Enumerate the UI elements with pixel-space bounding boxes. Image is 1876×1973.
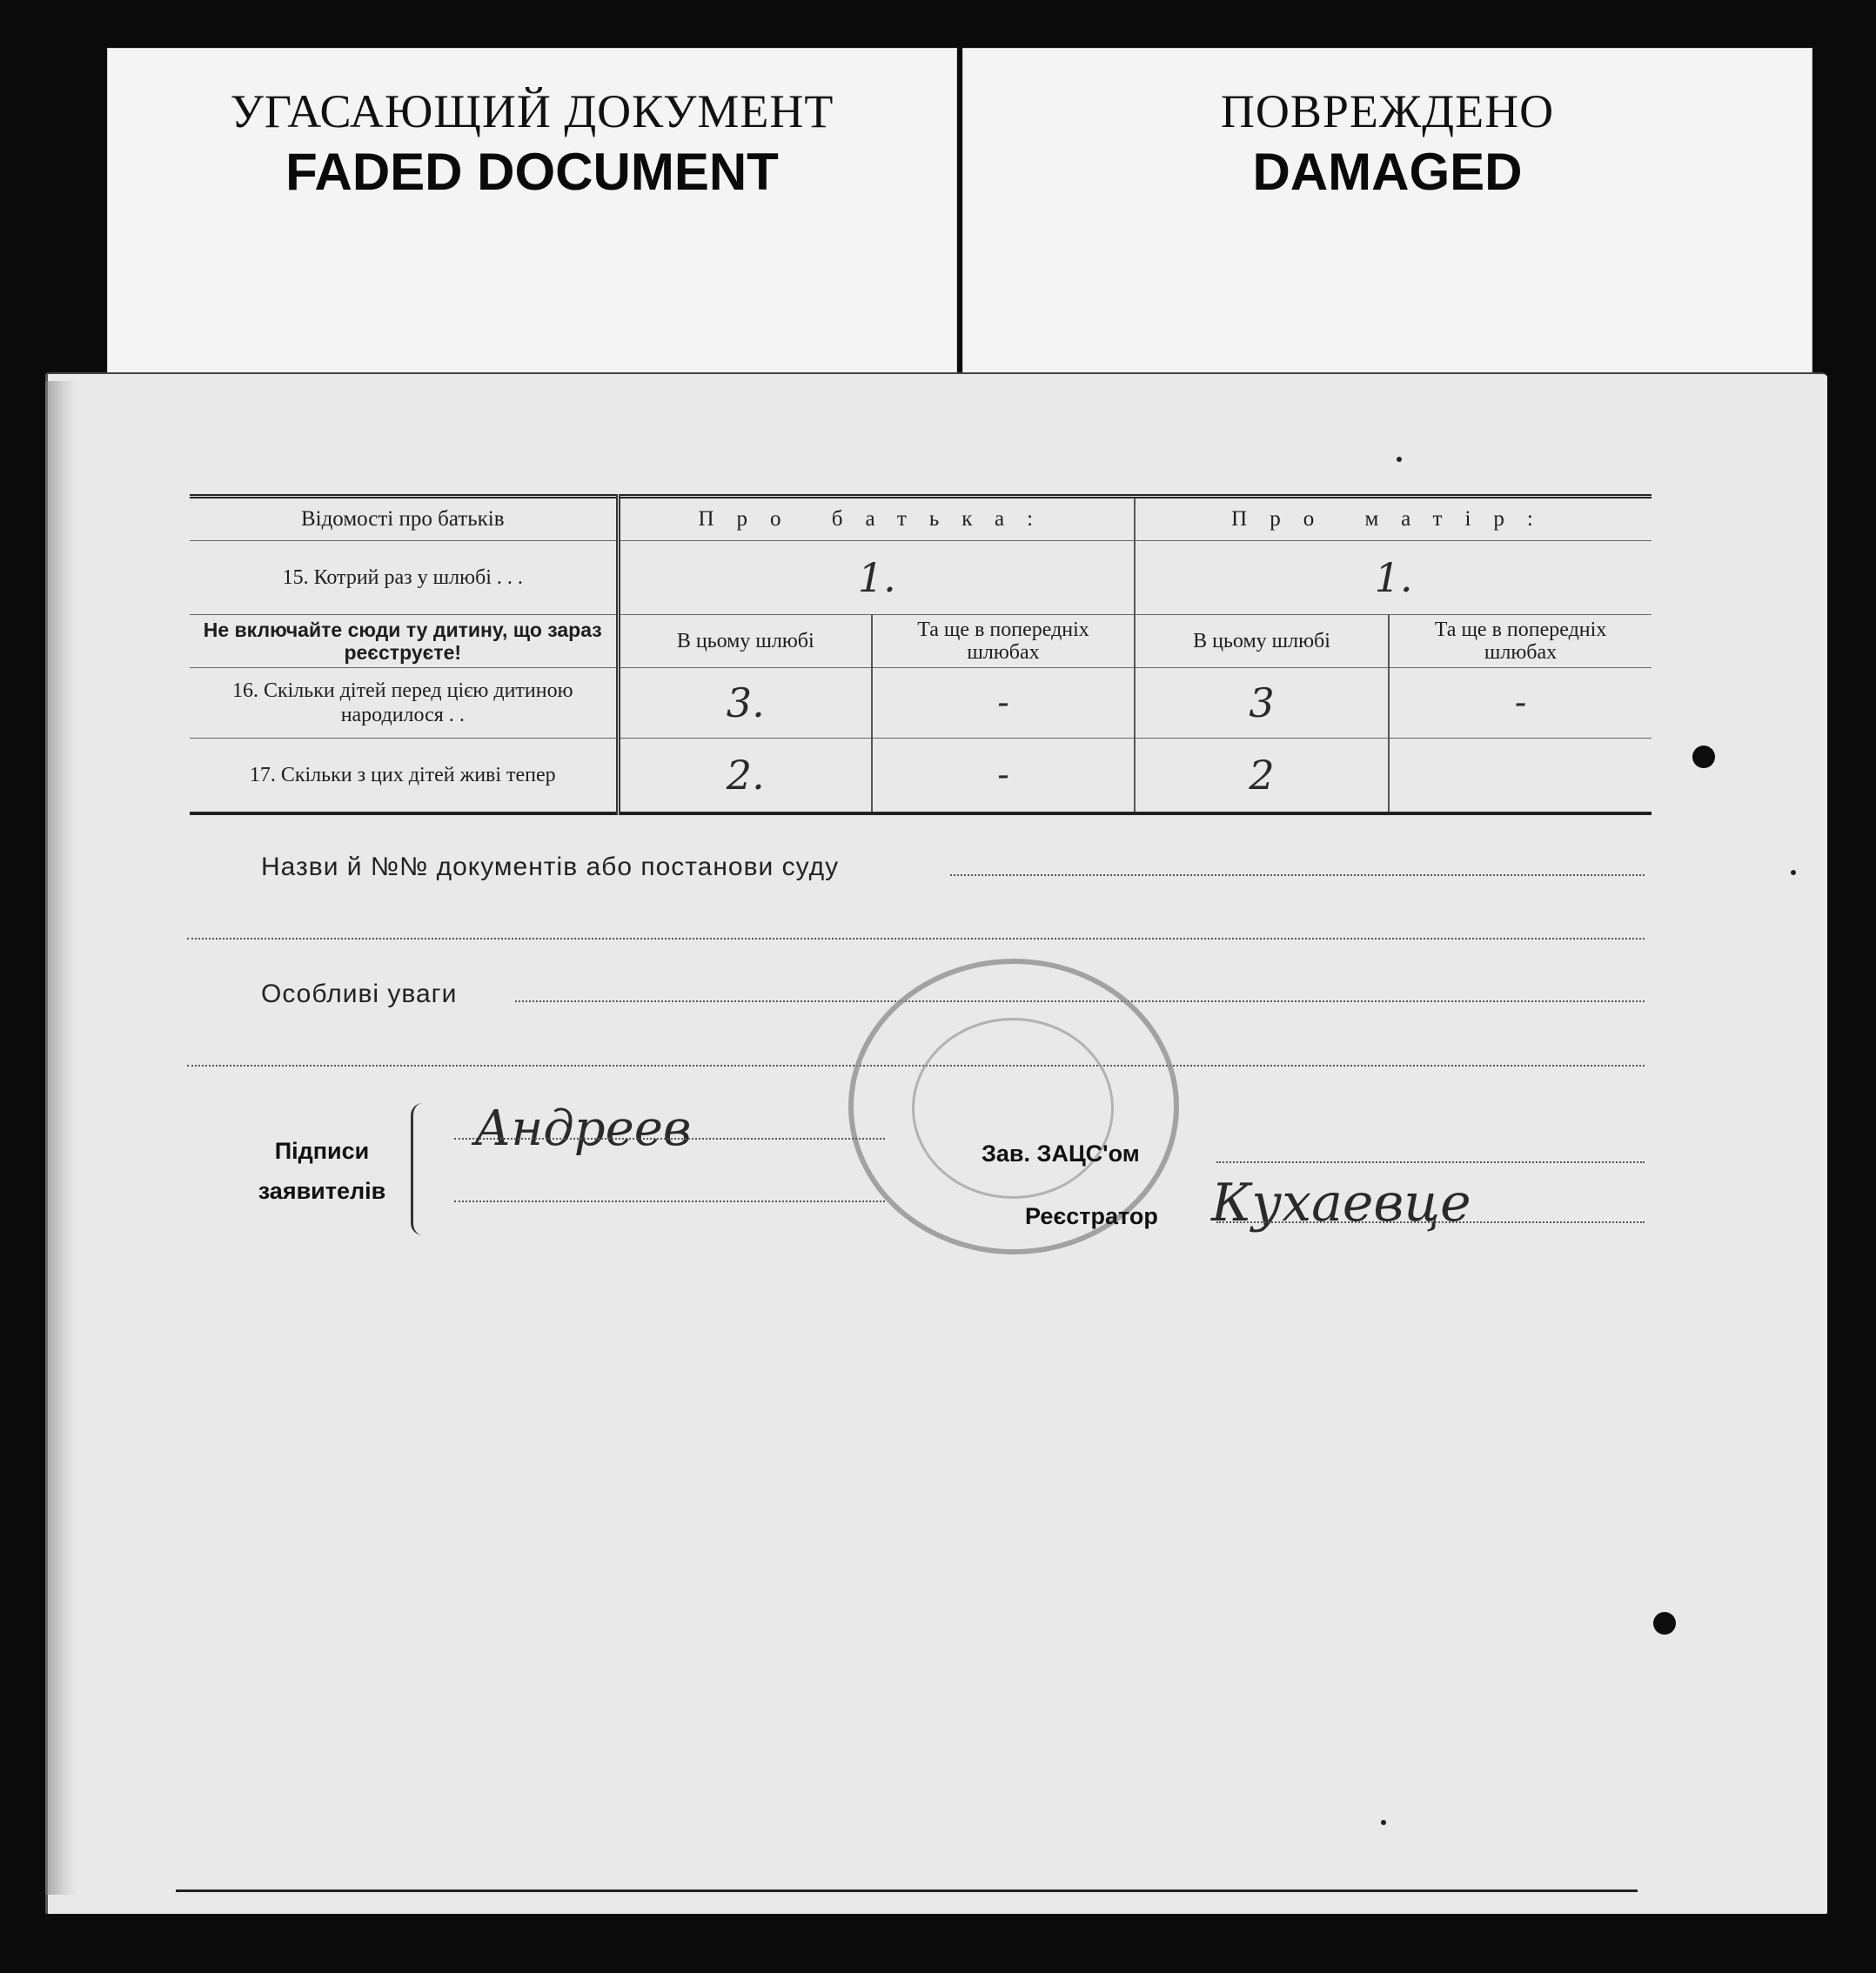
note-exclude-child: Не включайте сюди ту дитину, що зараз реєструєте! (190, 615, 618, 668)
documents-line-1 (950, 874, 1645, 876)
sheet-worn-edge (45, 381, 77, 1895)
applicant-signatures-label (235, 1131, 409, 1211)
damaged-document-label (962, 48, 1812, 380)
row16-father-this: 3. (618, 668, 872, 739)
row15-mother-value: 1. (1135, 541, 1652, 615)
signatures-label-line2: заявителів (258, 1178, 386, 1204)
ink-dot (1791, 870, 1796, 875)
table-row-note (190, 615, 1652, 668)
punch-hole-bottom (1653, 1612, 1676, 1635)
table-row-17 (190, 739, 1652, 814)
sub-mother-prev-marriages: Та ще в попередніх шлюбах (1389, 615, 1652, 668)
punch-hole-top (1692, 746, 1715, 768)
header-mother: Про матір: (1135, 497, 1652, 541)
row16-father-prev: - (872, 668, 1135, 739)
applicant-signature: Андреев (474, 1100, 692, 1157)
table-row-16 (190, 668, 1652, 739)
registrar-signature-line (1216, 1221, 1645, 1223)
row15-label: 15. Котрий раз у шлюбі . . . (190, 541, 618, 615)
row17-mother-prev (1389, 739, 1652, 814)
ink-dot (1397, 457, 1402, 462)
sub-father-prev-marriages: Та ще в попередніх шлюбах (872, 615, 1135, 668)
documents-line-2 (187, 938, 1645, 940)
registrar-label: Реєстратор (1025, 1203, 1158, 1229)
row16-mother-this: 3 (1135, 668, 1389, 739)
head-of-registry-label: Зав. ЗАЦС'ом (982, 1140, 1140, 1167)
header-parents-info: Відомості про батьків (190, 497, 618, 541)
remarks-label: Особливі уваги (261, 980, 458, 1008)
faded-document-label (107, 48, 957, 380)
signatures-label-line1: Підписи (274, 1138, 370, 1164)
signatures-brace (411, 1103, 431, 1235)
sub-mother-this-marriage: В цьому шлюбі (1135, 615, 1389, 668)
row17-father-this: 2. (618, 739, 872, 814)
header-father: Про батька: (618, 497, 1135, 541)
ink-dot (1381, 1820, 1386, 1825)
faded-label-en: FADED DOCUMENT (285, 143, 779, 201)
row17-label: 17. Скільки з цих дітей живі тепер (249, 764, 556, 786)
applicant-signature-line-2 (454, 1201, 885, 1202)
parents-info-table (190, 494, 1652, 815)
row17-mother-this: 2 (1135, 739, 1389, 814)
table-header-row (190, 497, 1652, 541)
damaged-label-en: DAMAGED (1252, 143, 1523, 201)
faded-label-ru: УГАСАЮЩИЙ ДОКУМЕНТ (230, 85, 834, 137)
row16-label: 16. Скільки дітей перед цією дитиною народилося . . (190, 668, 618, 739)
documents-label: Назви й №№ документів або постанови суду (261, 853, 840, 881)
row15-father-value: 1. (618, 541, 1135, 615)
row16-mother-prev: - (1389, 668, 1652, 739)
sub-father-this-marriage: В цьому шлюбі (618, 615, 872, 668)
bottom-rule (176, 1889, 1638, 1892)
head-signature-line (1216, 1161, 1645, 1163)
damaged-label-ru: ПОВРЕЖДЕНО (1220, 85, 1555, 137)
registrar-signature: Кухаевце (1211, 1173, 1471, 1234)
row17-father-prev: - (872, 739, 1135, 814)
table-row-15 (190, 541, 1652, 615)
applicant-signature-line-1 (454, 1138, 885, 1140)
